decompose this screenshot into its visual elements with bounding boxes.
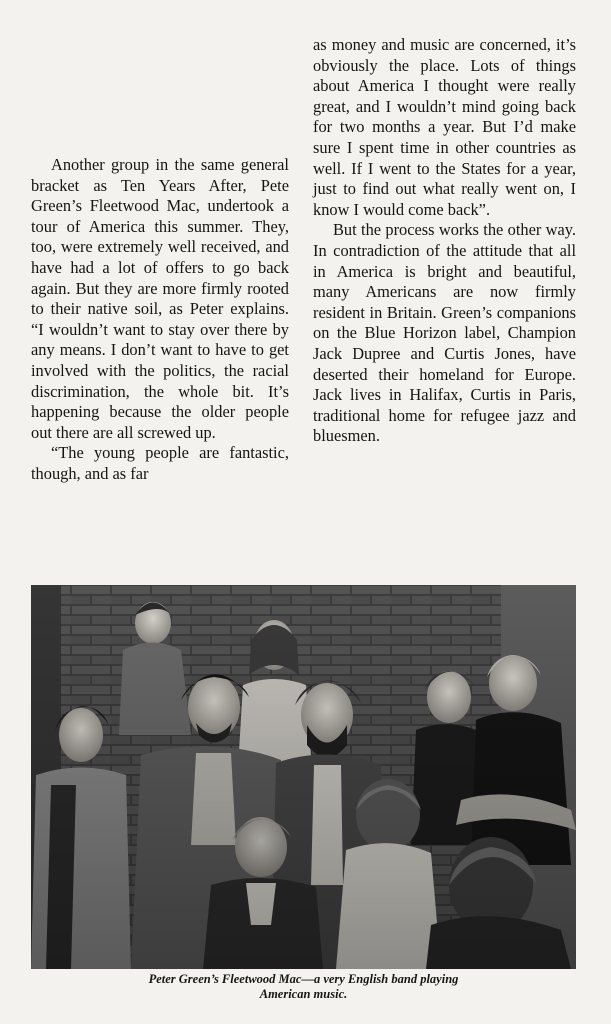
left-paragraph-1: Another group in the same general bracket as Ten Years After, Pete Green’s Fleetwood Mac, undertook a tour of America this summer. They, too, were extremely well received, and have had a lot of offers to go back again. But they are more firmly rooted to their native soil, as Peter explains. “I wouldn’t want to stay over there by any means. I don’t want to have to get involved with the politics, the racial discrimination, the whole bit. It’s happening because the older people out there are all screwed up. [31, 155, 289, 442]
caption-line-2: American music. [259, 987, 348, 1001]
band-photo [31, 585, 576, 969]
article-left-column [31, 155, 289, 485]
caption-line-1: Peter Green’s Fleetwood Mac—a very English band playing [148, 972, 459, 986]
band-photo-illustration [31, 585, 576, 969]
right-paragraph-2: But the process works the other way. In contradiction of the attitude that all in America is bright and beautiful, many Americans are now firmly resident in Britain. Green’s companions on the Blue Horizon label, Champion Jack Dupree and Curtis Jones, have deserted their homeland for Europe. Jack lives in Halifax, Curtis in Paris, traditional home for refugee jazz and bluesmen. [313, 220, 576, 446]
left-paragraph-2: “The young people are fantastic, though, and as far [31, 443, 289, 483]
right-paragraph-1: as money and music are concerned, it’s obviously the place. Lots of things about America I thought were really great, and I wouldn’t mind going back for two months a year. But I’d make sure I spent time in other countries as well. If I went to the States for a year, just to find out what really went on, I know I would come back”. [313, 35, 576, 219]
photo-caption [31, 972, 576, 1002]
article-right-column [313, 35, 576, 447]
